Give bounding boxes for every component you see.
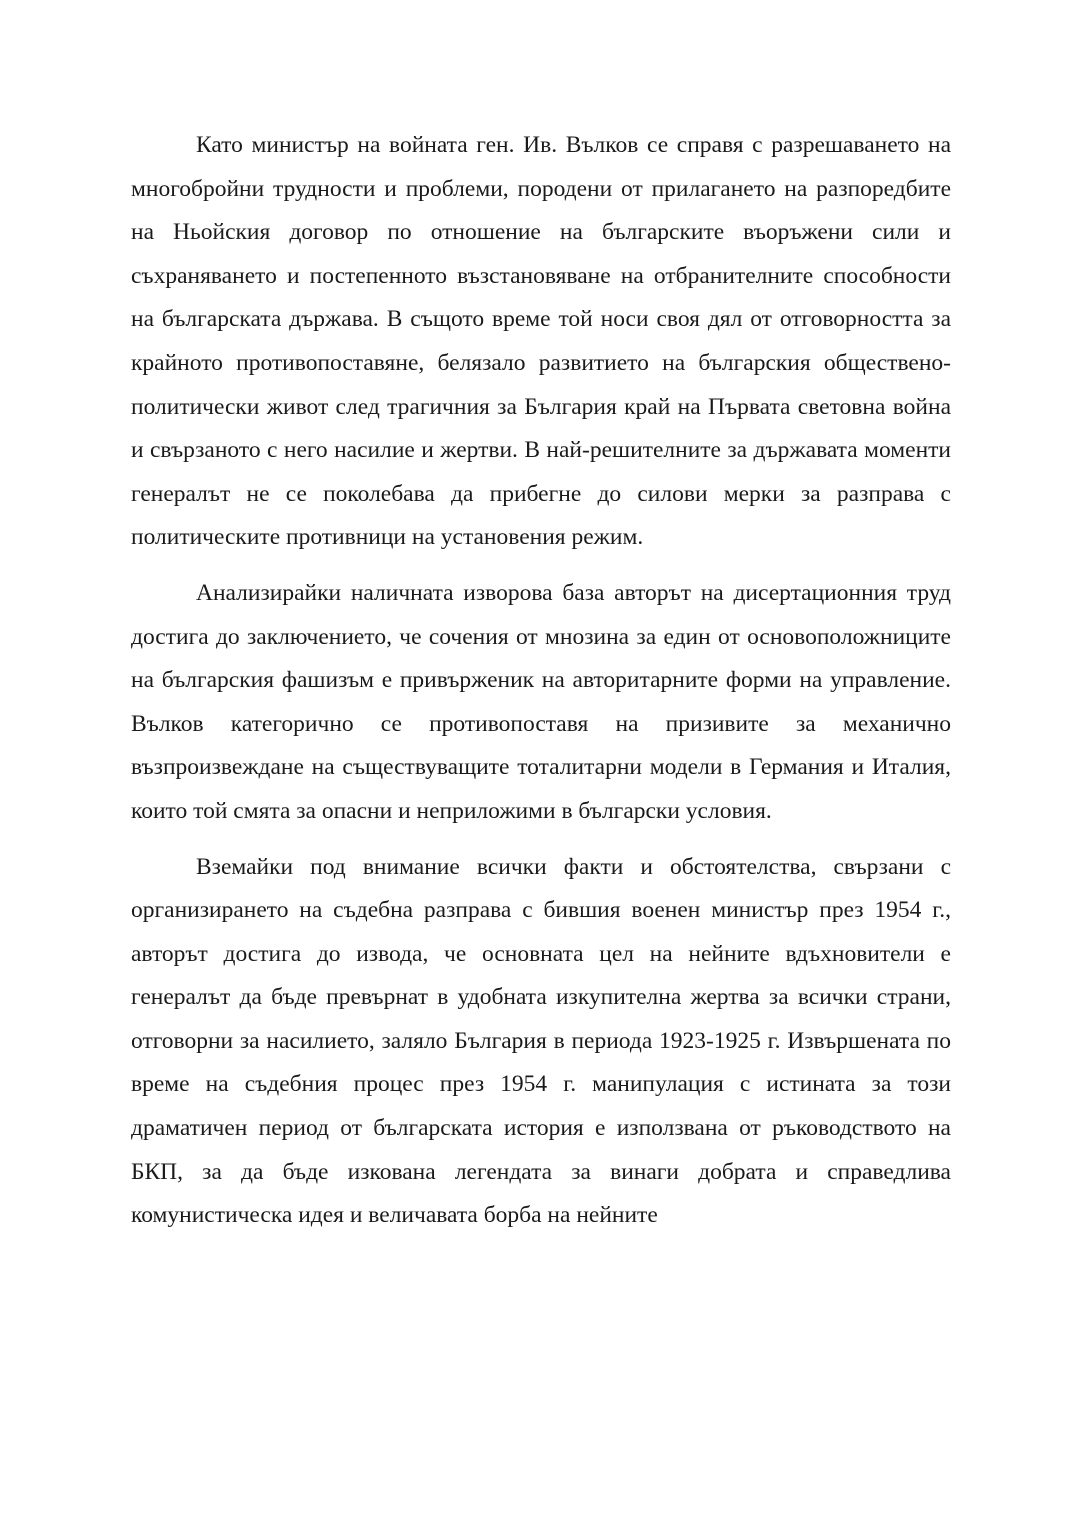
text-body: [131, 124, 951, 1250]
paragraph-1: Като министър на войната ген. Ив. Вълков се справя с разрешаването на многобройни трудности и проблеми, породени от прилагането на разпоредбите на Ньойския договор по отношение на българските въоръжени сили и съхраняването и постепенното възстановяване на отбранителните способности на българската държава. В същото време той носи своя дял от отговорността за крайното противопоставяне, белязало развитието на българския обществено-политически живот след трагичния за България край на Първата световна война и свързаното с него насилие и жертви. В най-решителните за държавата моменти генералът не се поколебава да прибегне до силови мерки за разправа с политическите противници на установения режим.: [131, 132, 951, 551]
paragraph-3: Вземайки под внимание всички факти и обстоятелства, свързани с организирането на съдебна разправа с бившия военен министър през 1954 г., авторът достига до извода, че основната цел на нейните вдъхновители е генералът да бъде превърнат в удобната изкупителна жертва за всички страни, отговорни за насилието, заляло България в периода 1923-1925 г. Извършената по време на съдебния процес през 1954 г. манипулация с истината за този драматичен период от българската история е използвана от ръководството на БКП, за да бъде изкована легендата за винаги добрата и справедлива комунистическа идея и величавата борба на нейните: [131, 853, 951, 1229]
paragraph-2: Анализирайки наличната изворова база авторът на дисертационния труд достига до заключението, че сочения от мнозина за един от основоположниците на българския фашизъм е привърженик на авторитарните форми на управление. Вълков категорично се противопоставя на призивите за механично възпроизвеждане на съществуващите тоталитарни модели в Германия и Италия, които той смята за опасни и неприложими в български условия.: [131, 579, 951, 824]
